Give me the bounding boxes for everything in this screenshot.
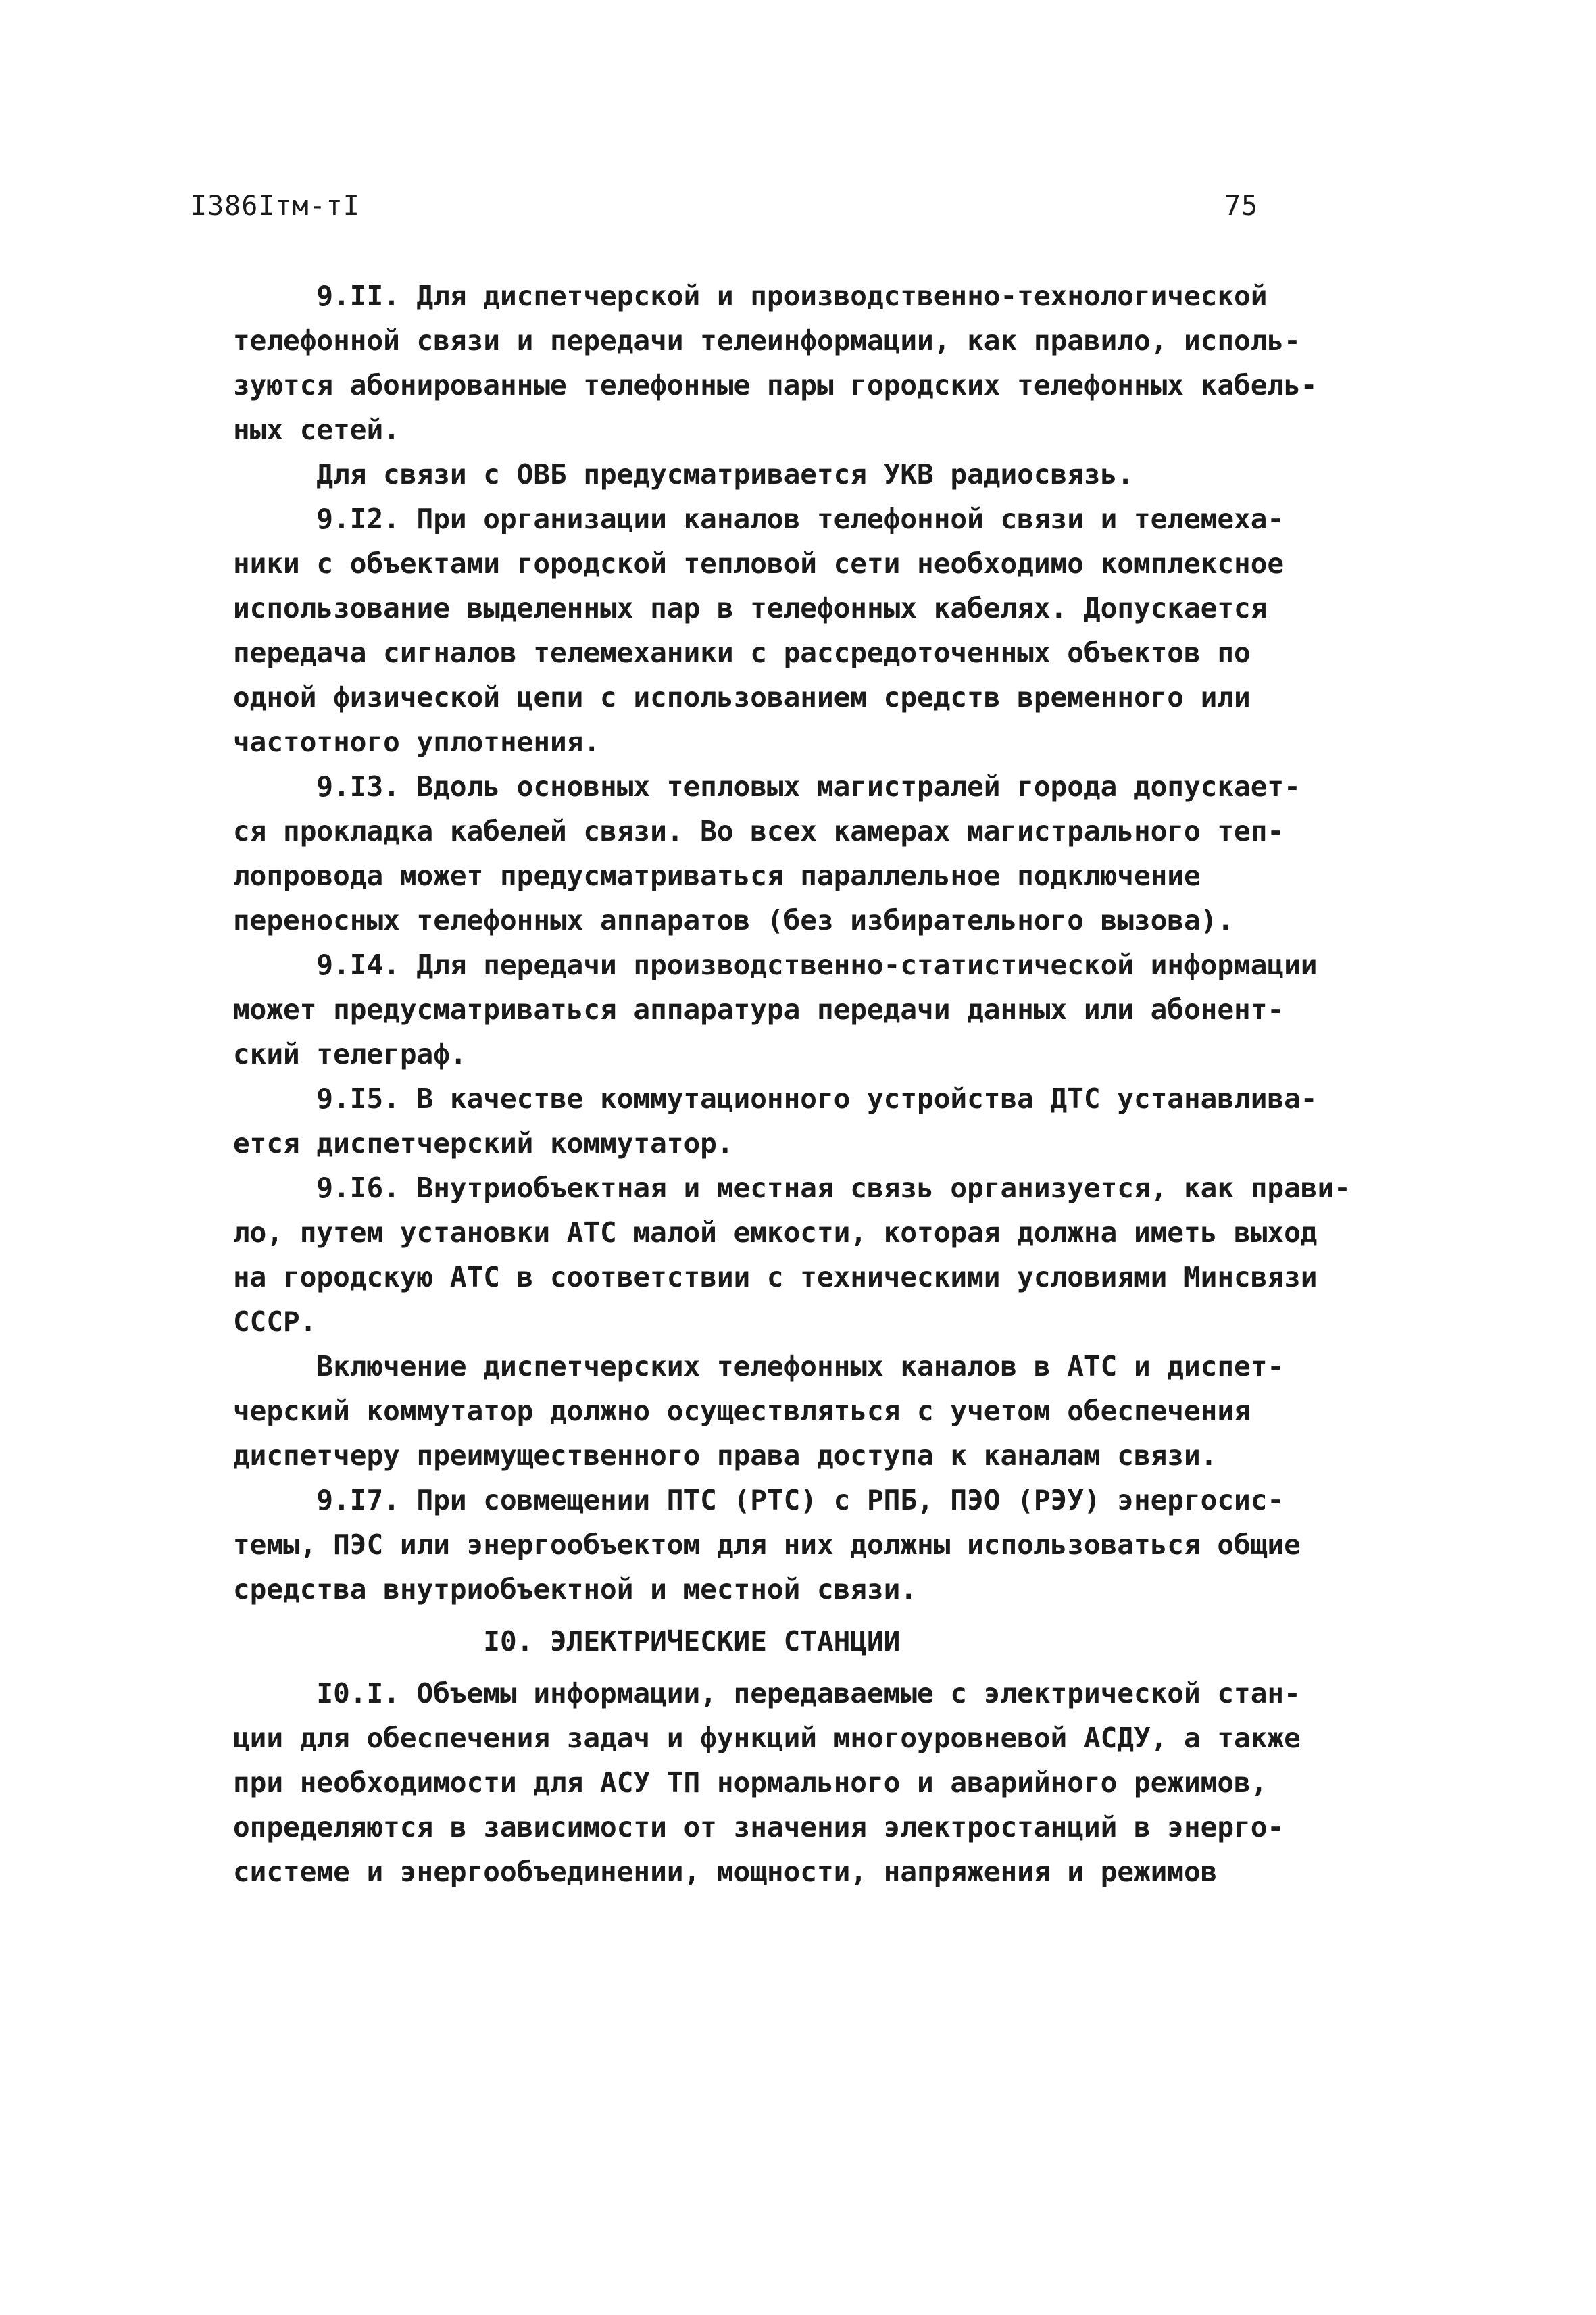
text-line: 9.I2. При организации каналов телефонной связи и телемеха- xyxy=(233,503,1285,535)
text-line: частотного уплотнения. xyxy=(233,726,601,758)
text-line: ло, путем установки АТС малой емкости, которая должна иметь выход xyxy=(233,1216,1318,1249)
text-line: черский коммутатор должно осуществляться с учетом обеспечения xyxy=(233,1395,1251,1427)
body-text xyxy=(233,274,1395,1894)
text-line: лопровода может предусматриваться параллельное подключение xyxy=(233,860,1201,892)
document-code: I386Iтм-тI xyxy=(191,191,360,222)
text-line: Для связи с ОВБ предусматривается УКВ радиосвязь. xyxy=(233,458,1134,491)
text-line: ники с объектами городской тепловой сети необходимо комплексное xyxy=(233,547,1285,580)
text-line: темы, ПЭС или энергообъектом для них должны использоваться общие xyxy=(233,1528,1301,1561)
text-line: средства внутриобъектной и местной связи. xyxy=(233,1573,918,1605)
text-line: одной физической цепи с использованием средств временного или xyxy=(233,681,1251,714)
text-line: 9.I5. В качестве коммутационного устройства ДТС устанавлива- xyxy=(233,1082,1318,1115)
text-line: 9.I4. Для передачи производственно-статистической информации xyxy=(233,949,1318,981)
text-line: передача сигналов телемеханики с рассредоточенных объектов по xyxy=(233,637,1251,669)
text-line: ции для обеспечения задач и функций многоуровневой АСДУ, а также xyxy=(233,1722,1301,1754)
text-line: зуются абонированные телефонные пары городских телефонных кабель- xyxy=(233,369,1318,401)
text-line: использование выделенных пар в телефонных кабелях. Допускается xyxy=(233,592,1268,624)
text-line: 9.I7. При совмещении ПТС (РТС) с РПБ, ПЭО (РЭУ) энергосис- xyxy=(233,1484,1285,1516)
text-line: ется диспетчерский коммутатор. xyxy=(233,1127,734,1160)
text-line: диспетчеру преимущественного права доступа к каналам связи. xyxy=(233,1439,1218,1472)
text-line: ся прокладка кабелей связи. Во всех камерах магистрального теп- xyxy=(233,815,1285,847)
text-line: определяются в зависимости от значения электростанций в энерго- xyxy=(233,1811,1285,1843)
section-heading: I0. ЭЛЕКТРИЧЕСКИЕ СТАНЦИИ xyxy=(233,1625,901,1658)
text-line: СССР. xyxy=(233,1305,317,1338)
text-line: при необходимости для АСУ ТП нормального и аварийного режимов, xyxy=(233,1766,1268,1799)
text-line: Включение диспетчерских телефонных каналов в АТС и диспет- xyxy=(233,1350,1285,1383)
text-line: может предусматриваться аппаратура передачи данных или абонент- xyxy=(233,993,1285,1026)
text-line: ский телеграф. xyxy=(233,1038,467,1070)
page-number: 75 xyxy=(1224,191,1259,222)
text-line: телефонной связи и передачи телеинформации, как правило, исполь- xyxy=(233,324,1301,357)
text-line: 9.I3. Вдоль основных тепловых магистралей города допускает- xyxy=(233,770,1301,803)
page-header xyxy=(191,191,1272,231)
text-line: 9.I6. Внутриобъектная и местная связь организуется, как прави- xyxy=(233,1172,1351,1204)
text-line: I0.I. Объемы информации, передаваемые с электрической стан- xyxy=(233,1677,1301,1710)
text-line: системе и энергообъединении, мощности, напряжения и режимов xyxy=(233,1856,1218,1888)
text-line: на городскую АТС в соответствии с техническими условиями Минсвязи xyxy=(233,1261,1318,1293)
text-line: 9.II. Для диспетчерской и производственно-технологической xyxy=(233,280,1268,312)
text-line: переносных телефонных аппаратов (без избирательного вызова). xyxy=(233,904,1235,937)
text-line: ных сетей. xyxy=(233,414,400,446)
